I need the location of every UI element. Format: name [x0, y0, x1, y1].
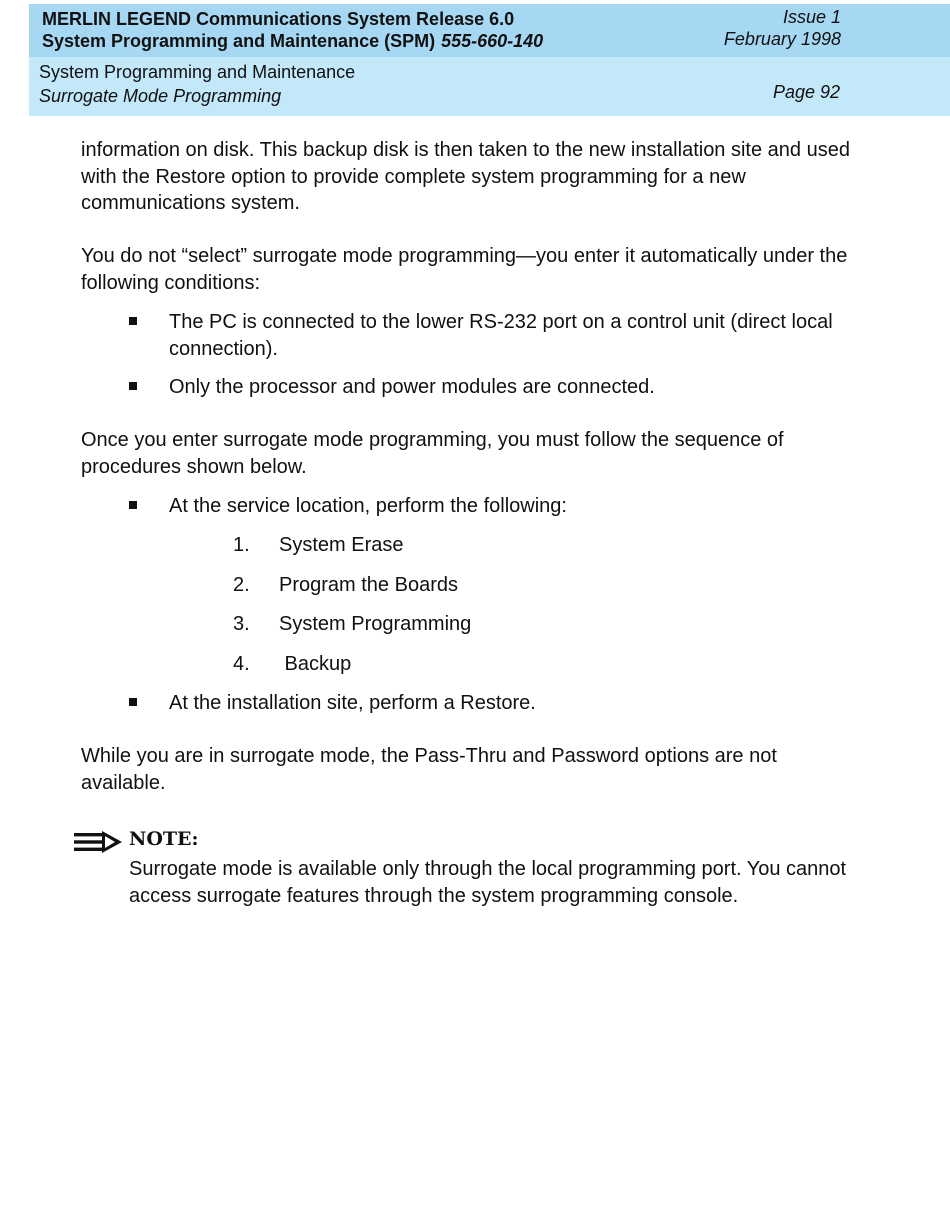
issue-date: February 1998: [723, 29, 841, 49]
bullet-square-icon: [129, 501, 137, 509]
bullet-text: At the service location, perform the following:: [169, 495, 567, 517]
paragraph-backup-info: information on disk. This backup disk is then taken to the new installation site and used with the Restore option to provide complete system programming for a new communications system.: [81, 139, 850, 214]
note-text: Surrogate mode is available only through the local programming port. You cannot access surrogate features through the system programming console.: [129, 858, 847, 907]
step-number: 4.: [233, 653, 250, 675]
header-title-bar: [29, 4, 950, 57]
step-number: 3.: [233, 613, 250, 635]
section-title: System Programming and Maintenance: [39, 62, 356, 82]
step-item: [233, 651, 351, 678]
step-item: [233, 611, 471, 638]
paragraph-surrogate-entry: You do not “select” surrogate mode programming—you enter it automatically under the following conditions:: [81, 245, 848, 294]
step-text: System Programming: [279, 613, 472, 635]
document-number: 555-660-140: [441, 31, 544, 51]
note-label: NOTE:: [129, 828, 199, 850]
step-item: [233, 532, 403, 559]
bullet-square-icon: [129, 317, 137, 325]
bullet-text: Only the processor and power modules are connected.: [169, 376, 655, 398]
issue-label: Issue 1: [782, 7, 841, 27]
bullet-square-icon: [129, 698, 137, 706]
bullet-square-icon: [129, 382, 137, 390]
document-title: MERLIN LEGEND Communications System Release 6.0: [42, 9, 515, 29]
document-subtitle: [42, 31, 543, 52]
note-arrow-icon: [74, 831, 124, 853]
header-section-bar: [29, 57, 950, 116]
paragraph-sequence: Once you enter surrogate mode programming, you must follow the sequence of procedures shown below.: [81, 429, 784, 478]
bullet-text: The PC is connected to the lower RS-232 port on a control unit (direct local connection).: [169, 311, 833, 360]
step-number: 2.: [233, 574, 250, 596]
step-text: System Erase: [279, 534, 404, 556]
document-subtitle-text: System Programming and Maintenance (SPM): [42, 31, 436, 51]
subsection-title: Surrogate Mode Programming: [39, 86, 282, 106]
page-number: Page 92: [772, 82, 840, 102]
step-number: 1.: [233, 534, 250, 556]
bullet-text: At the installation site, perform a Restore.: [169, 692, 536, 714]
paragraph-unavailable-options: While you are in surrogate mode, the Pass-Thru and Password options are not available.: [81, 745, 777, 794]
step-item: [233, 572, 458, 599]
step-text: Program the Boards: [279, 574, 458, 596]
step-text: Backup: [279, 653, 352, 675]
